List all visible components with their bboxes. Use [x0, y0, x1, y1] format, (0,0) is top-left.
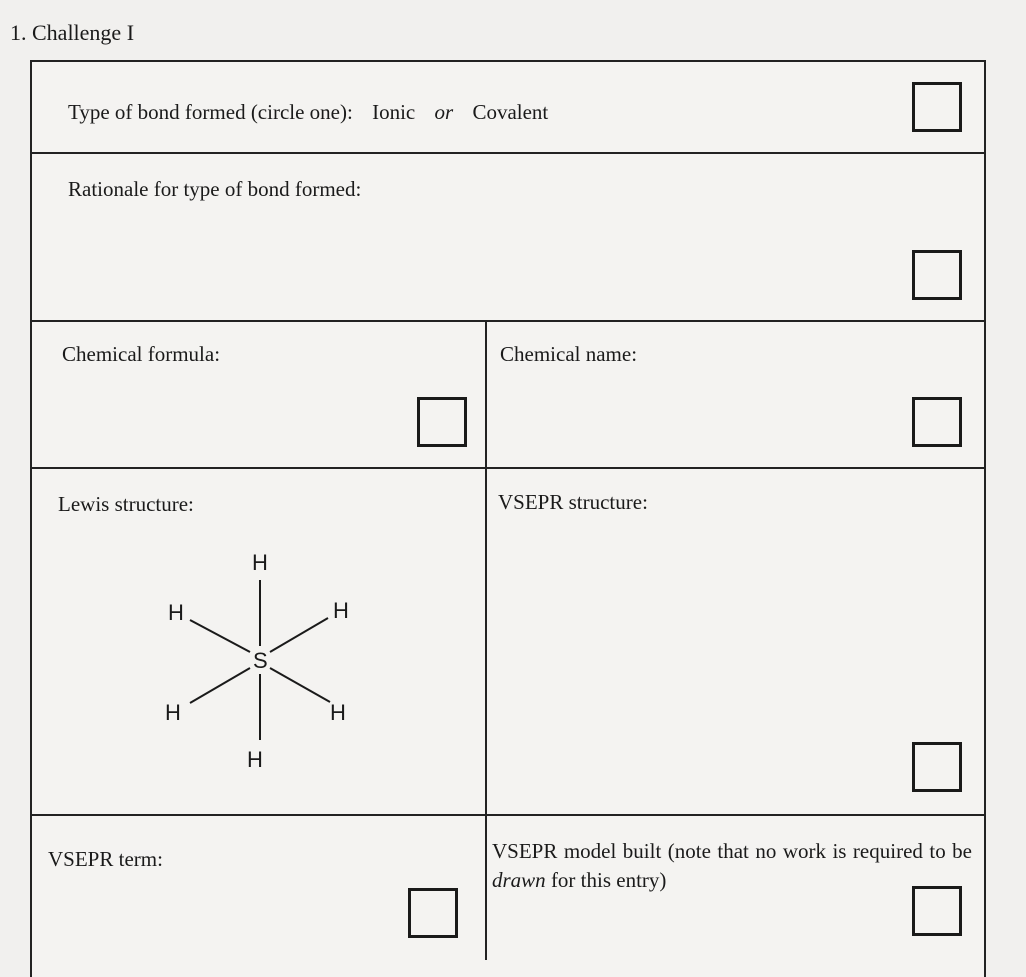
chemical-name-label: Chemical name:: [500, 342, 638, 366]
bond-type-checkbox[interactable]: [912, 82, 962, 132]
column-divider: [485, 320, 487, 960]
bond-line: [190, 620, 250, 652]
row-divider: [32, 814, 984, 816]
vsepr-structure-checkbox[interactable]: [912, 742, 962, 792]
atom-h: H: [333, 598, 349, 623]
atom-s: S: [253, 648, 268, 673]
row-divider: [32, 320, 984, 322]
bond-line: [270, 668, 330, 702]
chemical-formula-label: Chemical formula:: [62, 342, 221, 366]
option-or: or: [434, 100, 454, 124]
vsepr-model-text-start: VSEPR model built (note that no work is required to be: [492, 839, 972, 863]
vsepr-model-text-end: for this entry): [545, 868, 667, 892]
vsepr-model-checkbox[interactable]: [912, 886, 962, 936]
option-covalent[interactable]: Covalent: [472, 100, 549, 124]
atom-h: H: [247, 747, 263, 772]
chemical-name-checkbox[interactable]: [912, 397, 962, 447]
vsepr-model-label: [492, 837, 972, 895]
option-ionic[interactable]: Ionic: [372, 100, 416, 124]
atom-h: H: [168, 600, 184, 625]
row-divider: [32, 152, 984, 154]
row-divider: [32, 467, 984, 469]
bond-type-row: [68, 100, 562, 125]
bond-line: [270, 618, 328, 652]
vsepr-structure-label: VSEPR structure:: [498, 490, 648, 514]
chemical-formula-checkbox[interactable]: [417, 397, 467, 447]
vsepr-term-checkbox[interactable]: [408, 888, 458, 938]
atom-h: H: [330, 700, 346, 725]
atom-h: H: [165, 700, 181, 725]
rationale-label: Rationale for type of bond formed:: [68, 177, 362, 201]
lewis-structure-label: Lewis structure:: [58, 492, 194, 516]
atom-h: H: [252, 550, 268, 575]
sh6-lewis-structure: [150, 540, 380, 780]
vsepr-model-text-emph: drawn: [492, 868, 546, 892]
vsepr-term-label: VSEPR term:: [48, 847, 163, 871]
worksheet-table: [30, 60, 986, 977]
rationale-checkbox[interactable]: [912, 250, 962, 300]
challenge-title: 1. Challenge I: [10, 20, 135, 45]
bond-type-prompt: Type of bond formed (circle one):: [68, 100, 353, 124]
bond-line: [190, 668, 250, 703]
